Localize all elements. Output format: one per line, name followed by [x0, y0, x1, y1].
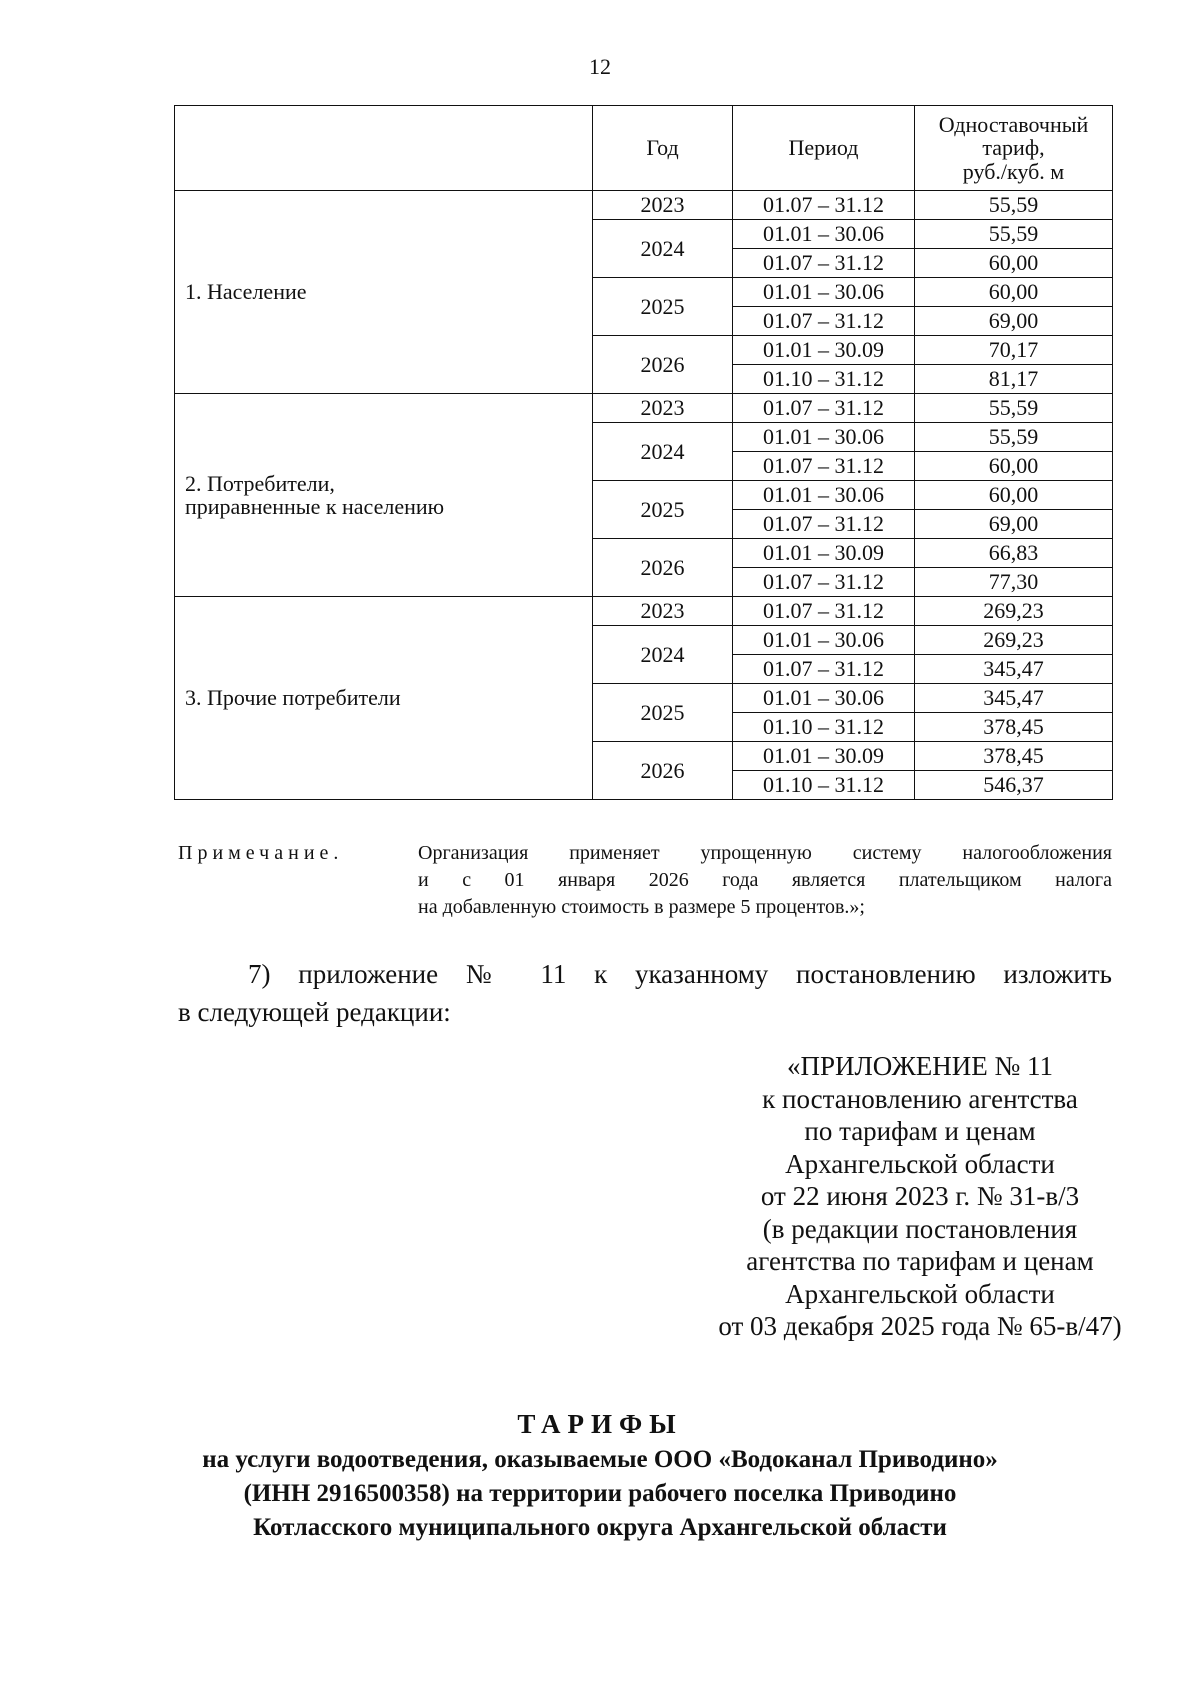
tariff-value-cell: 77,30 — [915, 568, 1113, 597]
table-header-row — [175, 106, 1113, 191]
tariff-value-cell: 60,00 — [915, 452, 1113, 481]
period-cell: 01.10 – 31.12 — [733, 771, 915, 800]
year-cell: 2025 — [593, 684, 733, 742]
note-label: Примечание. — [178, 842, 344, 864]
table-row — [175, 394, 1113, 423]
tariff-table — [174, 105, 1113, 800]
year-cell: 2026 — [593, 539, 733, 597]
table-row — [175, 191, 1113, 220]
title-line: на услуги водоотведения, оказываемые ООО «Водоканал Приводино» — [202, 1446, 998, 1473]
tariff-table-body — [175, 191, 1113, 800]
consumer-group-cell — [175, 394, 593, 597]
tariff-value-cell: 546,37 — [915, 771, 1113, 800]
appendix-line: по тарифам и ценам — [804, 1116, 1036, 1146]
year-cell: 2024 — [593, 423, 733, 481]
period-cell: 01.07 – 31.12 — [733, 568, 915, 597]
appendix-line: «ПРИЛОЖЕНИЕ № 11 — [786, 1051, 1054, 1081]
year-cell: 2024 — [593, 220, 733, 278]
header-tariff-line: Одноставочный — [938, 112, 1089, 138]
tariff-value-cell: 81,17 — [915, 365, 1113, 394]
period-cell: 01.01 – 30.06 — [733, 684, 915, 713]
period-cell: 01.01 – 30.06 — [733, 423, 915, 452]
year-cell: 2025 — [593, 278, 733, 336]
period-cell: 01.01 – 30.06 — [733, 278, 915, 307]
tariff-value-cell: 70,17 — [915, 336, 1113, 365]
appendix-line: (в редакции постановления — [762, 1213, 1078, 1244]
tariff-value-cell: 269,23 — [915, 597, 1113, 626]
period-cell: 01.01 – 30.06 — [733, 220, 915, 249]
title-heading: ТАРИФЫ — [517, 1409, 683, 1439]
year-cell: 2023 — [593, 597, 733, 626]
period-cell: 01.07 – 31.12 — [733, 655, 915, 684]
period-cell: 01.01 – 30.06 — [733, 626, 915, 655]
appendix-line: от 03 декабря 2025 года № 65-в/47) — [718, 1311, 1122, 1341]
period-cell: 01.07 – 31.12 — [733, 191, 915, 220]
header-year: Год — [593, 106, 733, 191]
tariff-value-cell: 69,00 — [915, 510, 1113, 539]
consumer-group-label: 3. Прочие потребители — [185, 685, 401, 711]
amendment-paragraph — [178, 955, 1112, 1031]
year-cell: 2025 — [593, 481, 733, 539]
header-group — [175, 106, 593, 191]
year-cell: 2026 — [593, 336, 733, 394]
tariff-value-cell: 60,00 — [915, 249, 1113, 278]
tariff-value-cell: 55,59 — [915, 423, 1113, 452]
consumer-group-cell — [175, 191, 593, 394]
consumer-group-label: приравненные к населению — [185, 494, 445, 519]
year-cell: 2026 — [593, 742, 733, 800]
paragraph-line: 7) приложение № 11 к указанному постановлению изложить — [248, 959, 1112, 989]
appendix-line: Архангельской области — [785, 1278, 1055, 1309]
tariff-value-cell: 60,00 — [915, 481, 1113, 510]
period-cell: 01.07 – 31.12 — [733, 510, 915, 539]
note-text — [418, 840, 1112, 921]
tariff-value-cell: 378,45 — [915, 742, 1113, 771]
period-cell: 01.07 – 31.12 — [733, 249, 915, 278]
appendix-line: агентства по тарифам и ценам — [746, 1246, 1094, 1276]
period-cell: 01.07 – 31.12 — [733, 394, 915, 423]
appendix-line: Архангельской области — [785, 1148, 1055, 1179]
period-cell: 01.10 – 31.12 — [733, 713, 915, 742]
document-title — [0, 1407, 1200, 1545]
consumer-group-cell — [175, 597, 593, 800]
appendix-line: к постановлению агентства — [762, 1083, 1078, 1114]
year-cell: 2024 — [593, 626, 733, 684]
year-cell: 2023 — [593, 394, 733, 423]
tariff-value-cell: 345,47 — [915, 684, 1113, 713]
appendix-header — [690, 1050, 1150, 1343]
header-period: Период — [733, 106, 915, 191]
tariff-value-cell: 55,59 — [915, 191, 1113, 220]
period-cell: 01.01 – 30.06 — [733, 481, 915, 510]
tariff-value-cell: 378,45 — [915, 713, 1113, 742]
period-cell: 01.07 – 31.12 — [733, 307, 915, 336]
tariff-value-cell: 55,59 — [915, 394, 1113, 423]
note-line: и с 01 января 2026 года является плательщиком налога — [418, 869, 1112, 891]
tariff-value-cell: 69,00 — [915, 307, 1113, 336]
tariff-value-cell: 55,59 — [915, 220, 1113, 249]
title-line: (ИНН 2916500358) на территории рабочего поселка Приводино — [243, 1480, 957, 1507]
period-cell: 01.07 – 31.12 — [733, 597, 915, 626]
tariff-value-cell: 60,00 — [915, 278, 1113, 307]
tariff-value-cell: 345,47 — [915, 655, 1113, 684]
paragraph-line: в следующей редакции: — [178, 997, 451, 1027]
period-cell: 01.10 – 31.12 — [733, 365, 915, 394]
title-line: Котласского муниципального округа Архангельской области — [253, 1514, 947, 1541]
page-number: 12 — [589, 54, 611, 79]
period-cell: 01.01 – 30.09 — [733, 539, 915, 568]
header-tariff-line: тариф, — [982, 135, 1045, 161]
consumer-group-label: 1. Население — [185, 279, 307, 305]
note-line: Организация применяет упрощенную систему налогообложения — [418, 842, 1112, 864]
period-cell: 01.01 – 30.09 — [733, 742, 915, 771]
period-cell: 01.07 – 31.12 — [733, 452, 915, 481]
tariff-value-cell: 269,23 — [915, 626, 1113, 655]
period-cell: 01.01 – 30.09 — [733, 336, 915, 365]
header-tariff-line: руб./куб. м — [962, 158, 1065, 184]
header-tariff — [915, 106, 1113, 191]
consumer-group-label: 2. Потребители, — [185, 470, 335, 496]
note-line: на добавленную стоимость в размере 5 процентов.»; — [418, 896, 865, 918]
tariff-value-cell: 66,83 — [915, 539, 1113, 568]
year-cell: 2023 — [593, 191, 733, 220]
table-row — [175, 597, 1113, 626]
appendix-line: от 22 июня 2023 г. № 31-в/3 — [760, 1181, 1080, 1211]
